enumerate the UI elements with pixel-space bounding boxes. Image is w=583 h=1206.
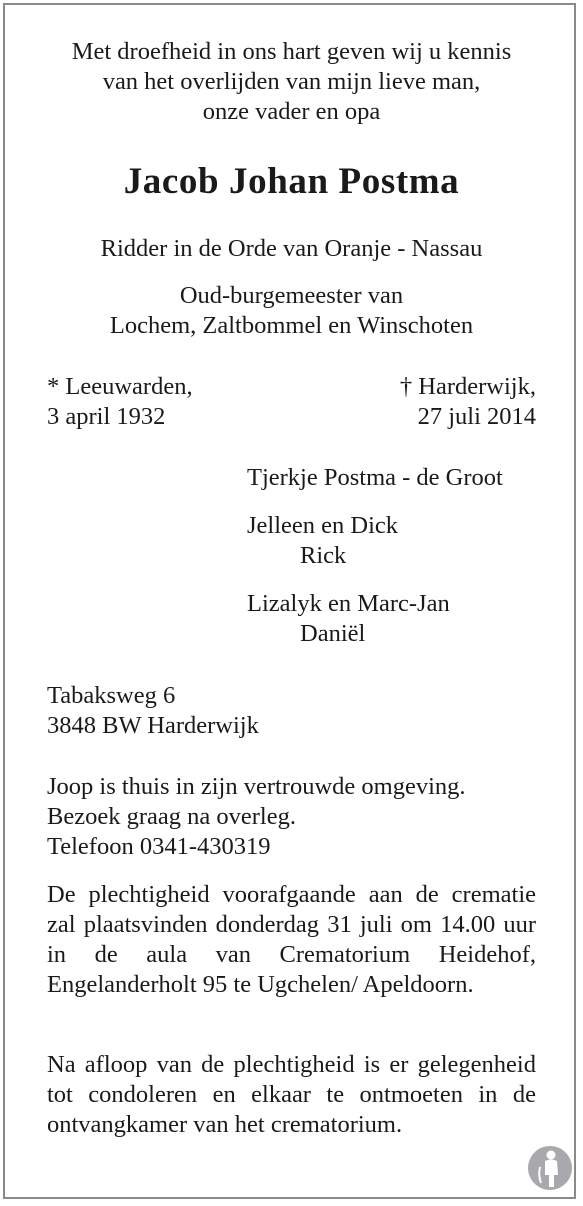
family-grandchild-1: Rick bbox=[300, 542, 347, 569]
birth-place: * Leeuwarden, bbox=[47, 373, 193, 400]
intro-line-2: van het overlijden van mijn lieve man, bbox=[102, 68, 481, 95]
family-grandchild-2: Daniël bbox=[300, 620, 366, 647]
death-place: † Harderwijk, bbox=[399, 373, 536, 400]
family-child-2: Lizalyk en Marc-Jan bbox=[247, 590, 450, 617]
intro-line-1: Met droefheid in ons hart geven wij u kennis bbox=[71, 38, 512, 65]
condolence-paragraph: Na afloop van de plechtigheid is er gelegenheid tot condoleren en elkaar te ontmoeten in de ontvangkamer van het crematorium. bbox=[47, 1051, 536, 1138]
family-spouse: Tjerkje Postma - de Groot bbox=[247, 464, 503, 491]
visit-line-2: Bezoek graag na overleg. bbox=[47, 803, 296, 830]
visit-line-1: Joop is thuis in zijn vertrouwde omgeving. bbox=[47, 773, 466, 800]
mourning-figure-logo-icon bbox=[527, 1145, 573, 1191]
death-date: 27 juli 2014 bbox=[417, 403, 536, 430]
former-role-line-2: Lochem, Zaltbommel en Winschoten bbox=[109, 312, 474, 339]
former-role-line-1: Oud-burgemeester van bbox=[179, 282, 404, 309]
honor-title: Ridder in de Orde van Oranje - Nassau bbox=[100, 235, 483, 262]
address-street: Tabaksweg 6 bbox=[47, 682, 176, 709]
birth-date: 3 april 1932 bbox=[47, 403, 166, 430]
visit-line-3: Telefoon 0341-430319 bbox=[47, 833, 271, 860]
intro-line-3: onze vader en opa bbox=[202, 98, 381, 125]
ceremony-paragraph: De plechtigheid voorafgaande aan de crematie zal plaatsvinden donderdag 31 juli om 14.00 uur in de aula van Crematorium Heidehof, Engelanderholt 95 te Ugchelen/ Apeldoorn. bbox=[47, 881, 536, 998]
deceased-name: Jacob Johan Postma bbox=[123, 161, 460, 202]
address-city: 3848 BW Harderwijk bbox=[47, 712, 259, 739]
family-child-1: Jelleen en Dick bbox=[247, 512, 399, 539]
